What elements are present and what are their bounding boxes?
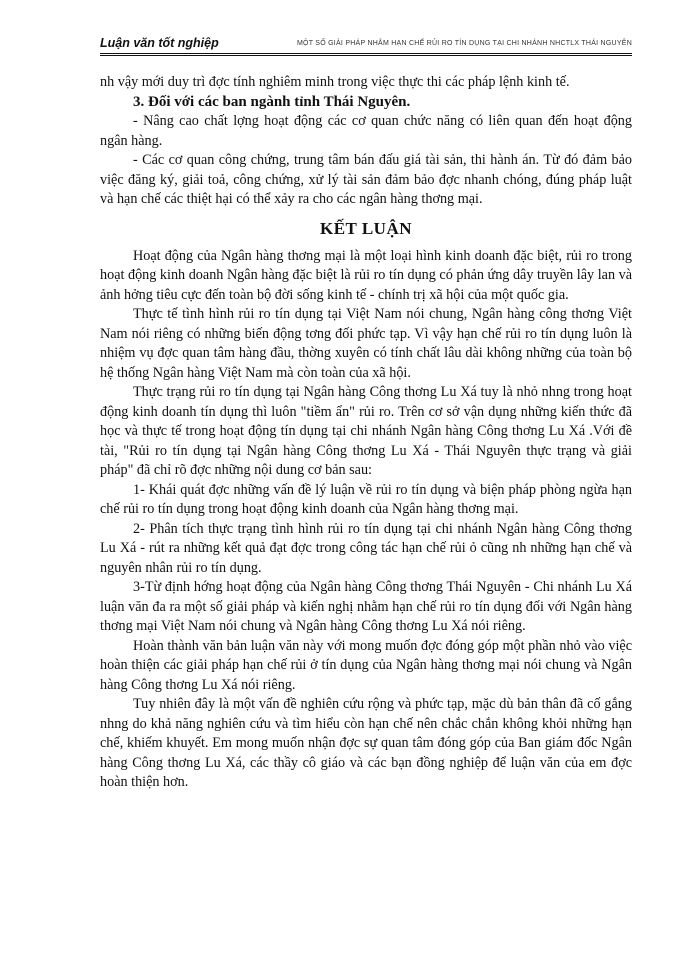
paragraph-bullet-2: - Các cơ quan công chứng, trung tâm bán đấu giá tài sản, thi hành án. Từ đó đảm bảo việc đăng ký, giải toả, công chứng, xử lý tài sản đảm bảo đợc nhanh chóng, đúng pháp luật và hạn chế các thiệt hại có thể xảy ra cho các ngân hàng thơng mại. — [100, 152, 632, 207]
paragraph-point-3: 3-Từ định hớng hoạt động của Ngân hàng Công thơng Thái Nguyên - Chi nhánh Lu Xá luận văn đa ra một số giải pháp và kiến nghị nhằm hạn chế rủi ro tín dụng đối với Ngân hàng thơng mại Việt Nam nói chung và Ngân hàng Công thơng Lu Xá nói riêng. — [100, 579, 632, 634]
paragraph-conclusion-3: Thực trạng rủi ro tín dụng tại Ngân hàng Công thơng Lu Xá tuy là nhỏ nhng trong hoạt động kinh doanh tín dụng thì luôn "tiềm ẩn" rủi ro. Trên cơ sở vận dụng những kiến thức đã học và thực tế trong hoạt động tín dụng tại chi nhánh Ngân hàng Công thơng Lu Xá .Với đề tài, "Rủi ro tín dụng tại Ngân hàng Công thơng Lu Xá - Thái Nguyên thực trạng và giải pháp" đã chỉ rõ đợc những nội dung cơ bản sau: — [100, 384, 632, 478]
header-thesis-title: MỘT SỐ GIẢI PHÁP NHẰM HẠN CHẾ RỦI RO TÍN DỤNG TẠI CHI NHÁNH NHCTLX THÁI NGUYÊN — [296, 40, 632, 47]
paragraph-conclusion-2: Thực tế tình hình rủi ro tín dụng tại Việt Nam nói chung, Ngân hàng công thơng Việt Nam nói riêng có những biến động tơng đối phức tạp. Vì vậy hạn chế rủi ro tín dụng luôn là nhiệm vụ đợc quan tâm hàng đầu, thờng xuyên có tính chất lâu dài không những của toàn bộ hệ thống Ngân hàng Việt Nam mà còn toàn của xã hội. — [100, 306, 632, 381]
paragraph-continued: nh vậy mới duy trì đợc tính nghiêm minh trong việc thực thi các pháp lệnh kinh tế. — [100, 74, 570, 90]
paragraph-conclusion-1: Hoạt động của Ngân hàng thơng mại là một loại hình kinh doanh đặc biệt, rủi ro trong hoạt động kinh doanh Ngân hàng đặc biệt là rủi ro tín dụng có phản ứng dây truyền lây lan và ảnh hởng tiêu cực đến toàn bộ đời sống kinh tế - chính trị xã hội của một quốc gia. — [100, 247, 632, 303]
paragraph-bullet-1: - Nâng cao chất lợng hoạt động các cơ quan chức năng có liên quan đến hoạt động ngân hàng. — [100, 113, 632, 149]
paragraph-conclusion-5: Tuy nhiên đây là một vấn đề nghiên cứu rộng và phức tạp, mặc dù bản thân đã cố gắng nhng do khả năng nghiên cứu và tìm hiểu còn hạn chế nên chắc chắn không khỏi những hạn chế, khiếm khuyết. Em mong muốn nhận đợc sự quan tâm đóng góp của Ban giám đốc Ngân hàng Công thơng Lu Xá, các thầy cô giáo và các bạn đồng nghiệp để luận văn của em đợc hoàn thiện hơn. — [100, 696, 632, 790]
conclusion-title: KẾT LUẬN — [319, 218, 412, 238]
document-body — [100, 73, 632, 793]
paragraph-point-1: 1- Khái quát đợc những vấn đề lý luận về rủi ro tín dụng và biện pháp phòng ngừa hạn chế rủi ro tín dụng trong hoạt động kinh doanh của Ngân hàng thơng mại. — [100, 481, 632, 517]
page-header — [100, 34, 632, 56]
paragraph-point-2: 2- Phân tích thực trạng tình hình rủi ro tín dụng tại chi nhánh Ngân hàng Công thơng Lu Xá - rút ra những kết quả đạt đợc trong công tác hạn chế rủi ỏ cũng nh những hạn chế và nguyên nhân rủi ro tín dụng. — [100, 520, 632, 576]
header-thesis-label: Luận văn tốt nghiệp — [100, 36, 219, 50]
section-heading-3: 3. Đối với các ban ngành tỉnh Thái Nguyên. — [133, 93, 411, 110]
paragraph-conclusion-4: Hoàn thành văn bản luận văn này với mong muốn đợc đóng góp một phần nhỏ vào việc hoàn thiện các giải pháp hạn chế rủi ở tín dụng của Ngân hàng thơng mại nói chung và Ngân hàng Công thơng Lu Xá nói riêng. — [100, 637, 632, 693]
header-divider — [100, 53, 632, 56]
